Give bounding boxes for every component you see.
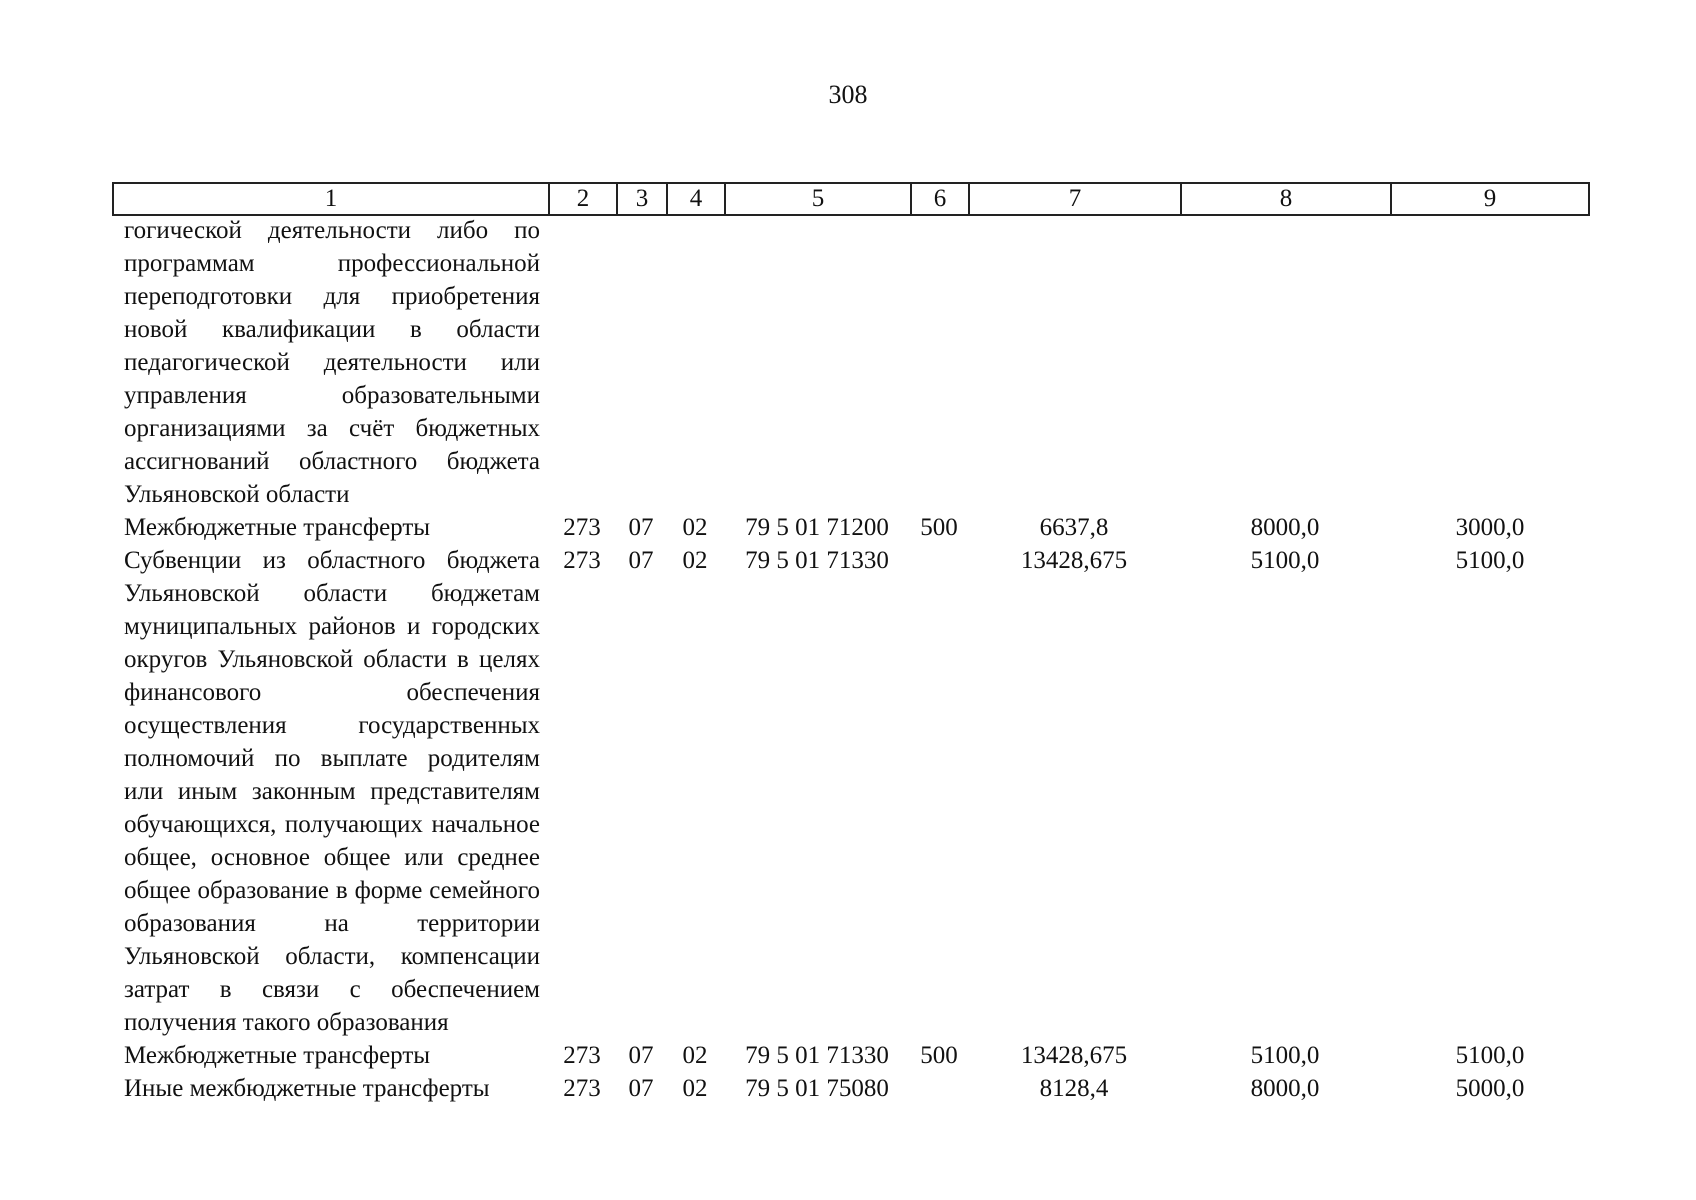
header-col-5: 5	[726, 184, 912, 214]
row-c6	[910, 214, 968, 511]
row-c9: 5100,0	[1455, 1042, 1525, 1069]
row-c2: 273	[563, 1042, 601, 1069]
row-c3: 07	[628, 1042, 654, 1069]
row-c2: 273	[563, 1075, 601, 1102]
row-c4	[666, 214, 724, 511]
table-body	[112, 214, 1590, 1105]
row-c3: 07	[628, 514, 654, 541]
row-c2: 273	[563, 514, 601, 541]
row-c3	[616, 214, 666, 511]
row-c7: 13428,675	[1020, 547, 1128, 574]
row-c8: 5100,0	[1250, 1042, 1320, 1069]
row-name: Субвенции из областного бюджета Ульяновской области бюджетам муниципальных районов и городских округов Ульяновской области в целях финансового обеспечения осуществления государственных полномочий по выплате родителям или иным законным представителям обучающихся, получающих начальное общее, основное общее или среднее общее образование в форме семейного образования на территории Ульяновской области, компенсации затрат в связи с обеспечением получения такого образования	[124, 547, 540, 1036]
row-c2	[548, 214, 616, 511]
row-c5: 79 5 01 75080	[745, 1075, 889, 1102]
table-row	[112, 544, 1590, 1039]
row-c6	[910, 544, 968, 1039]
row-name: Межбюджетные трансферты	[124, 514, 431, 541]
row-c7: 8128,4	[1039, 1075, 1109, 1102]
header-col-1: 1	[114, 184, 550, 214]
row-c9: 5100,0	[1455, 547, 1525, 574]
row-c3: 07	[628, 547, 654, 574]
row-c4: 02	[682, 514, 708, 541]
table-row	[112, 511, 1590, 544]
row-c7: 13428,675	[1020, 1042, 1128, 1069]
header-col-3: 3	[618, 184, 668, 214]
table-row	[112, 1039, 1590, 1072]
table-row	[112, 1072, 1590, 1105]
row-name: Межбюджетные трансферты	[124, 1042, 431, 1069]
header-col-4: 4	[668, 184, 726, 214]
row-c4: 02	[682, 1075, 708, 1102]
row-c3: 07	[628, 1075, 654, 1102]
header-col-6: 6	[912, 184, 970, 214]
row-c6: 500	[920, 1042, 958, 1069]
row-c4: 02	[682, 547, 708, 574]
row-c5: 79 5 01 71330	[745, 547, 889, 574]
row-c5: 79 5 01 71200	[745, 514, 889, 541]
row-c8: 8000,0	[1250, 514, 1320, 541]
row-c9	[1390, 214, 1590, 511]
table-header	[112, 182, 1590, 216]
row-c5	[724, 214, 910, 511]
row-name: Иные межбюджетные трансферты	[124, 1075, 490, 1102]
row-c9: 3000,0	[1455, 514, 1525, 541]
header-col-7: 7	[970, 184, 1182, 214]
row-c7	[968, 214, 1180, 511]
row-c5: 79 5 01 71330	[745, 1042, 889, 1069]
header-col-2: 2	[550, 184, 618, 214]
row-c6: 500	[920, 514, 958, 541]
row-c6	[910, 1072, 968, 1105]
row-c4: 02	[682, 1042, 708, 1069]
header-col-8: 8	[1182, 184, 1392, 214]
table-row	[112, 214, 1590, 511]
row-c2: 273	[563, 547, 601, 574]
row-c7: 6637,8	[1039, 514, 1109, 541]
row-name: гогической деятельности либо по программам профессиональной переподготовки для приобретения новой квалификации в области педагогической деятельности или управления образовательными организациями за счёт бюджетных ассигнований областного бюджета Ульяновской области	[124, 217, 540, 508]
page-number: 308	[828, 80, 868, 109]
header-col-9: 9	[1483, 185, 1497, 212]
row-c8: 8000,0	[1250, 1075, 1320, 1102]
row-c8: 5100,0	[1250, 547, 1320, 574]
row-c8	[1180, 214, 1390, 511]
row-c9: 5000,0	[1455, 1075, 1525, 1102]
